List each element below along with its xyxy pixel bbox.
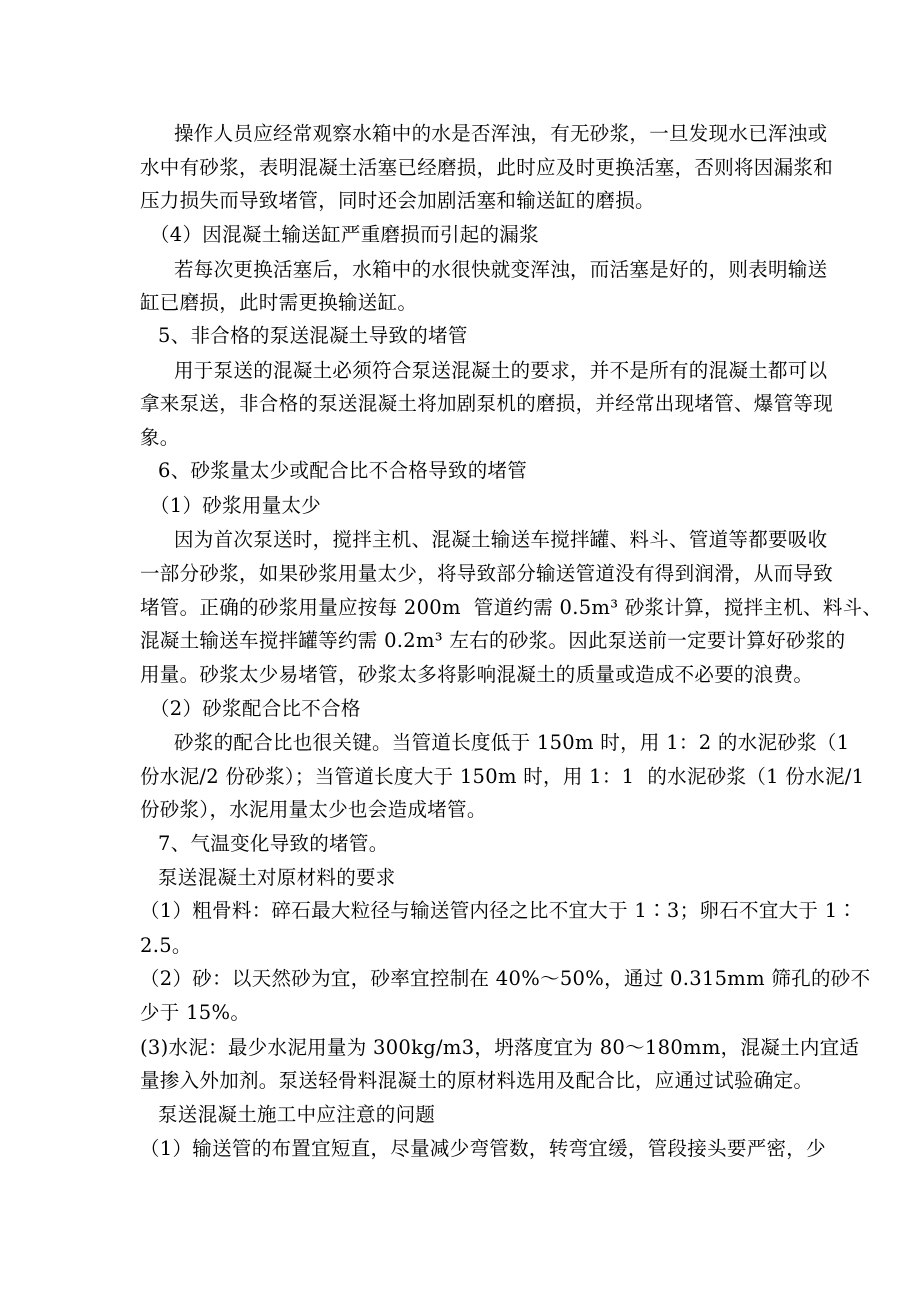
text-line: 一部分砂浆，如果砂浆用量太少，将导致部分输送管道没有得到润滑，从而导致 bbox=[140, 562, 834, 585]
text-line: 缸已磨损，此时需更换输送缸。 bbox=[140, 291, 418, 314]
text-line: 操作人员应经常观察水箱中的水是否浑浊，有无砂浆，一旦发现水已浑浊或 bbox=[174, 122, 828, 145]
text-line: 水中有砂浆，表明混凝土活塞已经磨损，此时应及时更换活塞，否则将因漏浆和 bbox=[140, 156, 834, 179]
section-heading: 5、非合格的泵送混凝土导致的堵管 bbox=[158, 324, 468, 347]
text-line: 份水泥/2 份砂浆）；当管道长度大于 150m 时，用 1：1 的水泥砂浆（1 份水泥/1 bbox=[140, 765, 865, 788]
text-line: 因为首次泵送时，搅拌主机、混凝土输送车搅拌罐、料斗、管道等都要吸收 bbox=[174, 528, 828, 551]
subsection-heading: （1）砂浆用量太少 bbox=[150, 494, 322, 517]
text-line: 压力损失而导致堵管，同时还会加剧活塞和输送缸的磨损。 bbox=[140, 189, 655, 212]
text-line: 份砂浆），水泥用量太少也会造成堵管。 bbox=[140, 798, 487, 821]
text-line: 象。 bbox=[140, 426, 180, 449]
text-line: 混凝土输送车搅拌罐等约需 0.2m³ 左右的砂浆。因此泵送前一定要计算好砂浆的 bbox=[140, 629, 846, 652]
text-line: 用量。砂浆太少易堵管，砂浆太多将影响混凝土的质量或造成不必要的浪费。 bbox=[140, 663, 814, 686]
text-line: 拿来泵送，非合格的泵送混凝土将加剧泵机的磨损，并经常出现堵管、爆管等现 bbox=[140, 392, 834, 415]
text-line: 量掺入外加剂。泵送轻骨料混凝土的原材料选用及配合比，应通过试验确定。 bbox=[140, 1069, 814, 1092]
text-line: （1）粗骨料：碎石最大粒径与输送管内径之比不宜大于 1∶3；卵石不宜大于 1∶ bbox=[140, 899, 858, 922]
text-line: 2.5。 bbox=[140, 934, 192, 957]
text-line: （1）输送管的布置宜短直，尽量减少弯管数，转弯宜缓，管段接头要严密，少 bbox=[140, 1137, 826, 1160]
subsection-heading: （2）砂浆配合比不合格 bbox=[150, 697, 361, 720]
section-heading: 泵送混凝土对原材料的要求 bbox=[158, 866, 396, 889]
text-line: 用于泵送的混凝土必须符合泵送混凝土的要求，并不是所有的混凝土都可以 bbox=[174, 359, 828, 382]
text-line: 若每次更换活塞后，水箱中的水很快就变浑浊，而活塞是好的，则表明输送 bbox=[174, 258, 828, 281]
text-line: 堵管。正确的砂浆用量应按每 200m 管道约需 0.5m³ 砂浆计算，搅拌主机、料斗、 bbox=[140, 596, 883, 619]
text-line: 砂浆的配合比也很关键。当管道长度低于 150m 时，用 1：2 的水泥砂浆（1 bbox=[174, 731, 850, 754]
text-line: (3)水泥：最少水泥用量为 300kg/m3，坍落度宜为 80～180mm，混凝土内宜适 bbox=[140, 1036, 860, 1059]
section-heading: 泵送混凝土施工中应注意的问题 bbox=[158, 1103, 436, 1126]
text-line: （4）因混凝土输送缸严重磨损而引起的漏浆 bbox=[150, 223, 539, 246]
section-heading: 7、气温变化导致的堵管。 bbox=[158, 832, 389, 855]
text-line: 少于 15%。 bbox=[140, 1001, 251, 1024]
text-line: （2）砂：以天然砂为宜，砂率宜控制在 40%～50%，通过 0.315mm 筛孔的砂不 bbox=[140, 967, 871, 990]
section-heading: 6、砂浆量太少或配合比不合格导致的堵管 bbox=[158, 459, 528, 482]
